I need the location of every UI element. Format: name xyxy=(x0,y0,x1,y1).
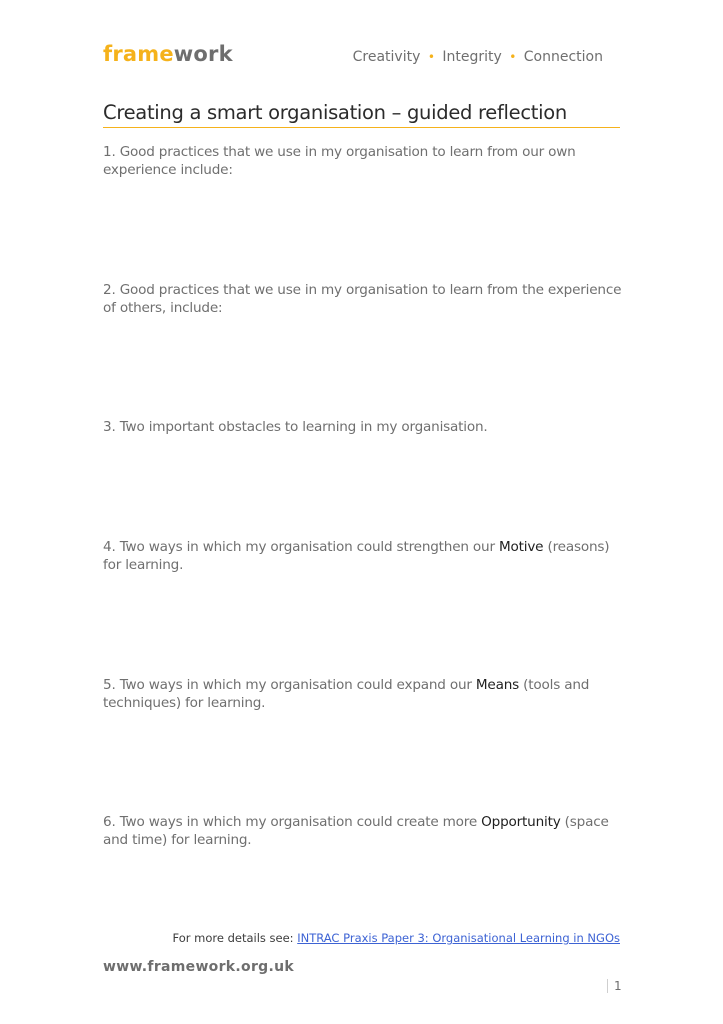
tagline-integrity: Integrity xyxy=(442,49,502,65)
question-keyword: Means xyxy=(475,677,520,693)
footnote xyxy=(173,931,621,945)
question-text: 5. Two ways in which my organisation could expand our xyxy=(103,677,476,693)
tagline-creativity: Creativity xyxy=(352,49,421,65)
bullet-dot-icon: • xyxy=(509,50,517,64)
question-5 xyxy=(103,676,623,712)
question-1 xyxy=(103,143,623,179)
logo-work-text: work xyxy=(173,42,233,66)
tagline xyxy=(353,49,603,65)
website-url: www.framework.org.uk xyxy=(103,959,294,975)
tagline-connection: Connection xyxy=(523,49,603,65)
page-title: Creating a smart organisation – guided reflection xyxy=(103,101,620,128)
question-3 xyxy=(103,418,623,436)
question-text-end: (reasons) for learning. xyxy=(103,539,610,573)
bullet-dot-icon: • xyxy=(427,50,435,64)
question-keyword: Opportunity xyxy=(481,814,561,830)
question-text: 6. Two ways in which my organisation could create more xyxy=(103,814,482,830)
question-text: 2. Good practices that we use in my organisation to learn from the experience of others, include: xyxy=(103,282,622,316)
question-text: 4. Two ways in which my organisation could strengthen our xyxy=(103,539,499,555)
question-text-end: (space and time) for learning. xyxy=(103,814,609,848)
question-keyword: Motive xyxy=(498,539,544,555)
footnote-prefix: For more details see: xyxy=(172,931,298,945)
question-text: 3. Two important obstacles to learning in my organisation. xyxy=(103,419,488,435)
logo-frame-text: frame xyxy=(103,42,174,66)
question-text: 1. Good practices that we use in my organisation to learn from our own experience include: xyxy=(103,144,576,178)
framework-logo xyxy=(103,42,233,66)
question-6 xyxy=(103,813,623,849)
page-number: 1 xyxy=(607,979,622,993)
question-4 xyxy=(103,538,623,574)
intrac-praxis-link[interactable]: INTRAC Praxis Paper 3: Organisational Learning in NGOs xyxy=(297,931,620,945)
question-text-end: (tools and techniques) for learning. xyxy=(103,677,590,711)
question-2 xyxy=(103,281,623,317)
